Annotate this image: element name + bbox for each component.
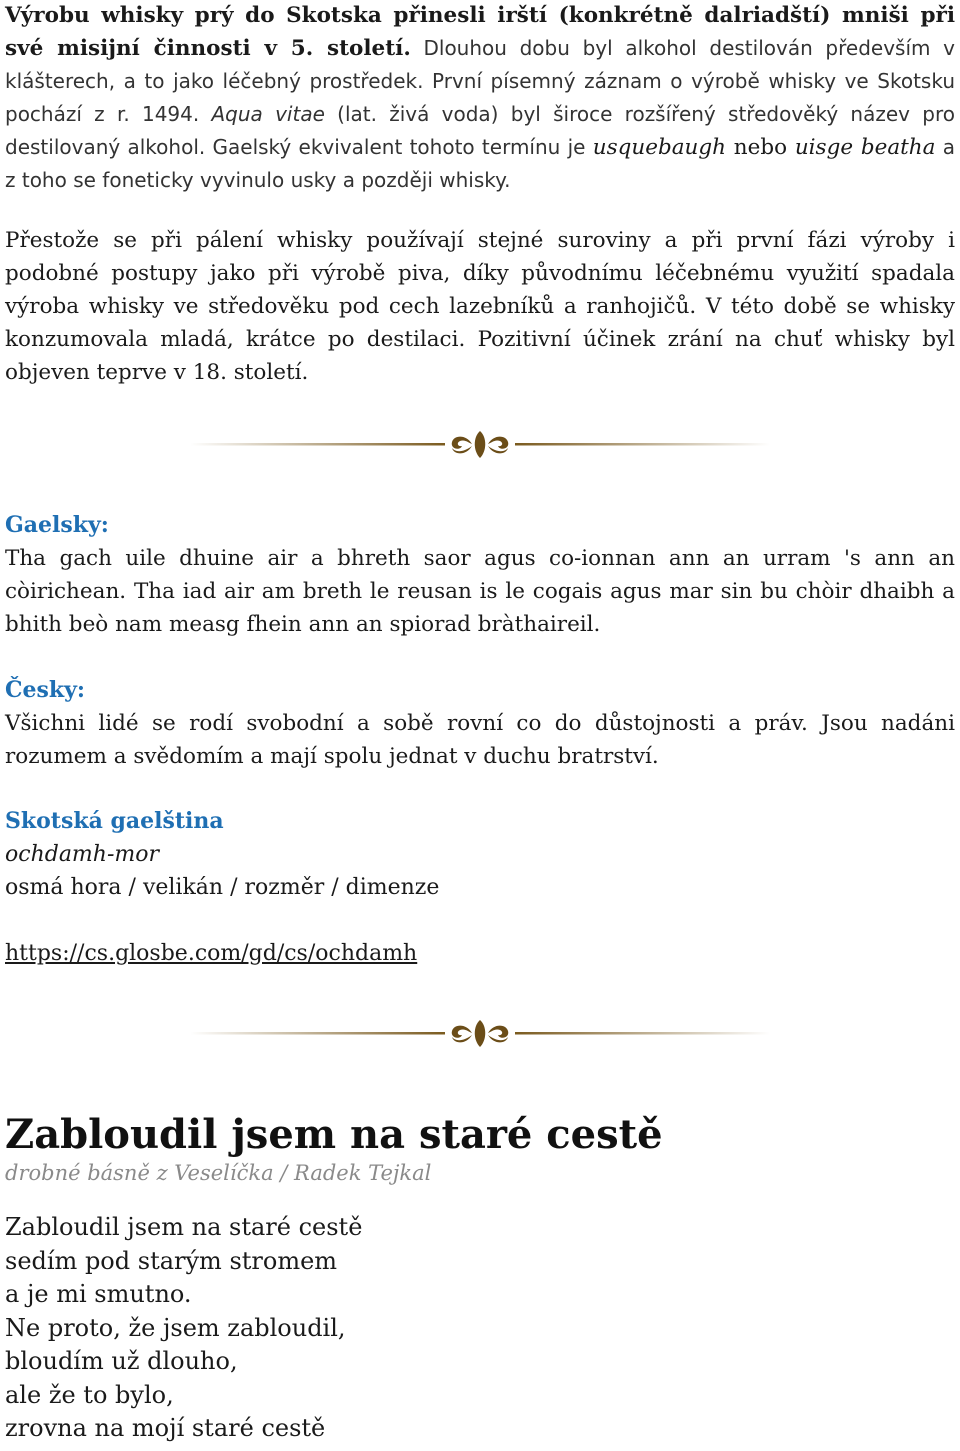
gaelic-heading: Gaelsky: — [5, 512, 109, 538]
poem-title: Zabloudil jsem na staré cestě — [5, 1111, 663, 1158]
vocab-heading: Skotská gaelština — [5, 808, 224, 834]
poem-line: Ne proto, že jsem zabloudil, — [5, 1313, 346, 1342]
czech-text: Všichni lidé se rodí svobodní a sobě rovní co do důstojnosti a práv. Jsou nadáni rozumem a svědomím a mají spolu jednat v duchu bratrství. — [5, 711, 955, 769]
intro-bold-sentence: Výrobu whisky prý do Skotska přinesli irští (konkrétně dalriadští) mniši při své misijní činnosti v 5. století. — [5, 3, 955, 61]
history-paragraph: Přestože se při pálení whisky používají stejné suroviny a při první fázi výroby i podobné postupy jako při výrobě piva, díky původnímu léčebnému využití spadala výroba whisky ve středověku pod cech lazebníků a ranhojičů. V této době se whisky konzumovala mladá, krátce po destilaci. Pozitivní účinek zrání na chuť whisky byl objeven teprve v 18. století. — [5, 228, 955, 385]
czech-heading: Česky: — [5, 677, 86, 703]
poem-body — [5, 1211, 955, 1446]
poem-line: ale že to bylo, — [5, 1380, 174, 1409]
intro-text-d: a z toho se foneticky vyvinulo usky a později whisky. — [5, 135, 955, 192]
poem-line: sedím pod starým stromem — [5, 1246, 338, 1275]
ornament-divider-2 — [190, 1014, 770, 1054]
ornament-divider-1 — [190, 425, 770, 465]
intro-term-usquebaugh: usquebaugh — [592, 135, 727, 160]
vocab-meaning: osmá hora / velikán / rozměr / dimenze — [5, 875, 440, 900]
intro-text-b: (lat. živá voda) byl široce rozšířený středověký název pro destilovaný alkohol. Gaelský ekvivalent tohoto termínu je — [5, 102, 955, 159]
poem-line: a je mi smutno. — [5, 1280, 192, 1308]
intro-paragraph — [5, 0, 955, 197]
poem-line: bloudím už dlouho, — [5, 1347, 238, 1375]
intro-term-uisge-beatha: uisge beatha — [794, 135, 936, 160]
intro-text-c: nebo — [726, 135, 795, 160]
poem-subtitle: drobné básně z Veselíčka / Radek Tejkal — [5, 1161, 432, 1185]
intro-text-a: Dlouhou dobu byl alkohol destilován především v klášterech, a to jako léčebný prostředek. První písemný záznam o výrobě whisky ve Skotsku pochází z r. 1494. — [5, 36, 956, 126]
vocab-word: ochdamh-mor — [5, 842, 160, 867]
document-page — [5, 0, 955, 1446]
poem-line: zrovna na mojí staré cestě — [5, 1414, 326, 1442]
glosbe-link[interactable]: https://cs.glosbe.com/gd/cs/ochdamh — [5, 941, 418, 966]
intro-italic-term: Aqua vitae — [211, 102, 325, 126]
gaelic-text: Tha gach uile dhuine air a bhreth saor agus co-ionnan ann an urram 's ann an còirichean. Tha iad air am breth le reusan is le cogais agus mar sin bu chòir dhaibh a bhith beò nam measg fhein ann an spiorad bràthaireil. — [5, 546, 955, 637]
poem-line: Zabloudil jsem na staré cestě — [5, 1213, 363, 1241]
